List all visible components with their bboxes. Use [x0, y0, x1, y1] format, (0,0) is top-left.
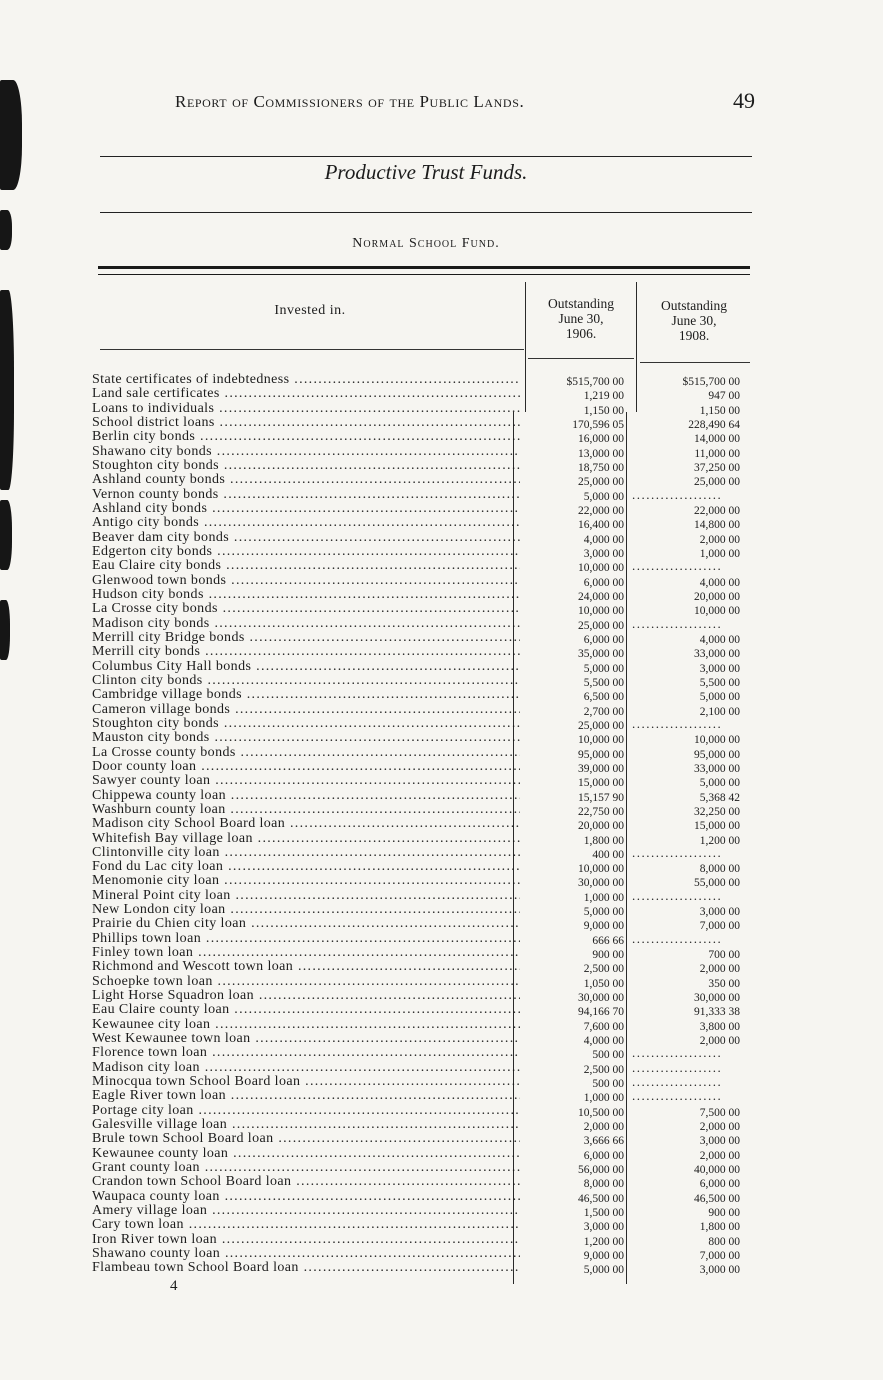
amount-1906: 8,000 00 [583, 1178, 624, 1191]
table-row [92, 716, 752, 730]
amount-1906: 7,600 00 [583, 1020, 624, 1033]
amount-1908: 20,000 00 [694, 590, 740, 603]
amount-1908: 2,100 00 [699, 705, 740, 718]
amount-1908: 947 00 [708, 390, 740, 403]
table-row [92, 1217, 752, 1234]
amount-1908: 15,000 00 [694, 820, 740, 833]
amount-1908: 800 00 [708, 1235, 740, 1248]
table-row [92, 616, 752, 630]
investment-name: School district loans ..... [92, 415, 520, 429]
header-underline [528, 358, 634, 359]
table-row [92, 1031, 752, 1048]
page-header [175, 88, 755, 122]
investment-name: Madison city School Board loan ..... [92, 816, 520, 830]
investment-name: Madison city loan ..... [92, 1060, 520, 1074]
amount-1908: ................... [632, 558, 723, 574]
table-row [92, 1117, 752, 1134]
column-header-line: June 30, [671, 313, 717, 328]
table-row [92, 1246, 752, 1263]
investment-name: Kewaunee city loan ..... [92, 1017, 520, 1031]
investment-name: Kewaunee county loan ..... [92, 1146, 520, 1160]
table-row [92, 458, 752, 472]
investment-name: Columbus City Hall bonds ..... [92, 659, 520, 673]
table-row [92, 1160, 752, 1177]
investment-name: Beaver dam city bonds ..... [92, 530, 520, 544]
amount-1908: 95,000 00 [694, 748, 740, 761]
investment-name: Edgerton city bonds ..... [92, 544, 520, 558]
amount-1908: 3,000 00 [699, 662, 740, 675]
amount-1906: 3,000 00 [583, 547, 624, 560]
amount-1906: 46,500 00 [578, 1192, 624, 1205]
table-row [92, 472, 752, 489]
investment-name: Crandon town School Board loan ..... [92, 1174, 520, 1188]
investment-name: Florence town loan ..... [92, 1045, 520, 1059]
amount-1906: 1,500 00 [583, 1207, 624, 1220]
amount-1906: 2,000 00 [583, 1121, 624, 1134]
investment-name: Hudson city bonds ..... [92, 587, 520, 601]
amount-1906: 6,000 00 [583, 1149, 624, 1162]
investment-name: Land sale certificates ..... [92, 386, 520, 400]
amount-1906: 16,400 00 [578, 519, 624, 532]
amount-1906: 4,000 00 [583, 1035, 624, 1048]
column-header-1906 [528, 296, 634, 341]
table-row [92, 515, 752, 532]
investment-name: Madison city bonds ..... [92, 616, 520, 630]
table-row [92, 802, 752, 816]
page-edge-mark [0, 600, 10, 660]
amount-1908: 10,000 00 [694, 734, 740, 747]
amount-1908: 1,800 00 [699, 1221, 740, 1234]
table-row [92, 1103, 752, 1117]
table-row [92, 916, 752, 933]
amount-1906: 16,000 00 [578, 433, 624, 446]
table-row [92, 759, 752, 773]
investment-name: Phillips town loan ..... [92, 931, 520, 945]
rule-divider [100, 156, 752, 157]
table-row [92, 974, 752, 988]
investment-name: Chippewa county loan ..... [92, 788, 520, 802]
table-row [92, 702, 752, 716]
table-row [92, 429, 752, 446]
fund-title: Normal School Fund. [352, 236, 500, 251]
amount-1906: 10,000 00 [578, 562, 624, 575]
amount-1906: 5,000 00 [583, 490, 624, 503]
amount-1906: 95,000 00 [578, 748, 624, 761]
amount-1906: 5,000 00 [583, 662, 624, 675]
table-row [92, 1060, 752, 1074]
amount-1908: $515,700 00 [682, 376, 740, 388]
amount-1906: 6,000 00 [583, 633, 624, 646]
amount-1906: 35,000 00 [578, 648, 624, 661]
table-row [92, 1146, 752, 1160]
investment-name: Flambeau town School Board loan ..... [92, 1260, 520, 1274]
amount-1908: 32,250 00 [694, 805, 740, 818]
amount-1906: 25,000 00 [578, 476, 624, 489]
amount-1908: 700 00 [708, 949, 740, 962]
investment-name: Antigo city bonds ..... [92, 515, 520, 529]
table-row [92, 859, 752, 876]
amount-1908: ................... [632, 1059, 723, 1075]
amount-1908: 5,000 00 [699, 691, 740, 704]
amount-1908: 2,000 00 [699, 963, 740, 976]
amount-1908: 33,000 00 [694, 762, 740, 775]
table-row [92, 816, 752, 833]
amount-1908: ................... [632, 486, 723, 502]
table-row [92, 386, 752, 403]
amount-1908: 1,200 00 [699, 834, 740, 847]
amount-1908: 3,000 00 [699, 1264, 740, 1277]
table-row [92, 558, 752, 575]
table-row [92, 831, 752, 845]
table-row [92, 415, 752, 429]
table-row [92, 673, 752, 687]
investment-name: Iron River town loan ..... [92, 1232, 520, 1246]
amount-1908: 3,000 00 [699, 906, 740, 919]
report-title: Report of Commissioners of the Public Lands. [175, 92, 525, 111]
investment-name: Washburn county loan ..... [92, 802, 520, 816]
table-row [92, 945, 752, 962]
amount-1908: 6,000 00 [699, 1178, 740, 1191]
table-row [92, 544, 752, 558]
amount-1906: 13,000 00 [578, 447, 624, 460]
amount-1908: ................... [632, 1088, 723, 1104]
table-row [92, 630, 752, 644]
investment-name: Mauston city bonds ..... [92, 730, 520, 744]
investment-name: Finley town loan ..... [92, 945, 520, 959]
amount-1906: 2,500 00 [583, 1063, 624, 1076]
amount-1906: 1,000 00 [583, 891, 624, 904]
amount-1906: 4,000 00 [583, 533, 624, 546]
table-row [92, 1232, 752, 1246]
amount-1908: 4,000 00 [699, 576, 740, 589]
investment-name: Merrill city Bridge bonds ..... [92, 630, 520, 644]
amount-1908: 7,000 00 [699, 920, 740, 933]
column-header-line: June 30, [558, 311, 604, 326]
amount-1906: 10,500 00 [578, 1106, 624, 1119]
amount-1906: 15,000 00 [578, 777, 624, 790]
amount-1908: ................... [632, 615, 723, 631]
table-top-rule [98, 274, 750, 275]
amount-1906: 3,666 66 [583, 1135, 624, 1148]
page-edge-mark [0, 210, 12, 250]
table-top-rule [98, 266, 750, 269]
amount-1906: $515,700 00 [566, 376, 624, 388]
amount-1908: 55,000 00 [694, 877, 740, 890]
investment-name: Portage city loan ..... [92, 1103, 520, 1117]
amount-1906: 20,000 00 [578, 820, 624, 833]
page-edge-mark [0, 80, 22, 190]
amount-1906: 2,500 00 [583, 963, 624, 976]
investment-name: Cameron village bonds ..... [92, 702, 520, 716]
amount-1906: 56,000 00 [578, 1164, 624, 1177]
amount-1908: 37,250 00 [694, 461, 740, 474]
table-row [92, 601, 752, 618]
column-header-1908 [640, 298, 748, 343]
amount-1906: 10,000 00 [578, 863, 624, 876]
table-row [92, 444, 752, 458]
investment-name: Grant county loan ..... [92, 1160, 520, 1174]
amount-1908: 7,500 00 [699, 1106, 740, 1119]
investment-name: Sawyer county loan ..... [92, 773, 520, 787]
investment-name: Loans to individuals ..... [92, 401, 520, 415]
investment-name: Amery village loan ..... [92, 1203, 520, 1217]
signature-mark: 4 [170, 1278, 178, 1294]
investment-name: West Kewaunee town loan ..... [92, 1031, 520, 1045]
investment-name: Prairie du Chien city loan ..... [92, 916, 520, 930]
investment-name: Merrill city bonds ..... [92, 644, 520, 658]
column-header-line: 1908. [678, 328, 710, 343]
amount-1906: 10,000 00 [578, 734, 624, 747]
table-row [92, 1002, 752, 1019]
page-edge-mark [0, 290, 14, 490]
table-row [92, 1017, 752, 1031]
amount-1908: 2,000 00 [699, 533, 740, 546]
table-row [92, 959, 752, 976]
amount-1908: 5,000 00 [699, 777, 740, 790]
amount-1906: 30,000 00 [578, 877, 624, 890]
table-row [92, 773, 752, 790]
table-row [92, 788, 752, 802]
amount-1908: 22,000 00 [694, 504, 740, 517]
table-row [92, 401, 752, 415]
table-row [92, 931, 752, 945]
header-underline [100, 349, 524, 350]
amount-1908: ................... [632, 844, 723, 860]
amount-1906: 22,750 00 [578, 805, 624, 818]
investment-name: Whitefish Bay village loan ..... [92, 831, 520, 845]
amount-1908: 2,000 00 [699, 1149, 740, 1162]
table-row [92, 988, 752, 1005]
investment-name: New London city loan ..... [92, 902, 520, 916]
amount-1906: 10,000 00 [578, 605, 624, 618]
amount-1906: 5,000 00 [583, 906, 624, 919]
amount-1908: 33,000 00 [694, 648, 740, 661]
investment-name: Menomonie city loan ..... [92, 873, 520, 887]
table-row [92, 730, 752, 747]
investment-name: Vernon county bonds ..... [92, 487, 520, 501]
investment-name: Door county loan ..... [92, 759, 520, 773]
amount-1906: 1,200 00 [583, 1235, 624, 1248]
amount-1908: 350 00 [708, 977, 740, 990]
amount-1908: 8,000 00 [699, 863, 740, 876]
amount-1908: 30,000 00 [694, 992, 740, 1005]
amount-1908: 1,150 00 [699, 404, 740, 417]
investment-name: La Crosse city bonds ..... [92, 601, 520, 615]
investment-name: Minocqua town School Board loan ..... [92, 1074, 520, 1088]
amount-1906: 170,596 05 [572, 418, 624, 431]
investment-name: Light Horse Squadron loan ..... [92, 988, 520, 1002]
investment-name: Eagle River town loan ..... [92, 1088, 520, 1102]
investment-name: Clinton city bonds ..... [92, 673, 520, 687]
amount-1906: 25,000 00 [578, 719, 624, 732]
amount-1908: ................... [632, 1045, 723, 1061]
table-row [92, 587, 752, 601]
amount-1906: 900 00 [592, 949, 624, 962]
amount-1908: 25,000 00 [694, 476, 740, 489]
investment-name: Brule town School Board loan ..... [92, 1131, 520, 1145]
rule-divider [100, 212, 752, 213]
amount-1908: 228,490 64 [688, 418, 740, 431]
amount-1908: 10,000 00 [694, 605, 740, 618]
fund-table-body [92, 372, 752, 1275]
table-row [92, 501, 752, 515]
table-row [92, 1189, 752, 1203]
table-row [92, 644, 752, 661]
amount-1906: 5,000 00 [583, 1264, 624, 1277]
table-row [92, 1131, 752, 1148]
amount-1908: 3,800 00 [699, 1020, 740, 1033]
table-row [92, 1203, 752, 1220]
amount-1906: 30,000 00 [578, 992, 624, 1005]
column-header-line: Outstanding [661, 298, 727, 313]
table-row [92, 888, 752, 902]
table-row [92, 487, 752, 501]
amount-1906: 24,000 00 [578, 590, 624, 603]
table-row [92, 902, 752, 919]
investment-name: Fond du Lac city loan ..... [92, 859, 520, 873]
amount-1906: 1,050 00 [583, 977, 624, 990]
investment-name: Ashland county bonds ..... [92, 472, 520, 486]
amount-1908: 40,000 00 [694, 1164, 740, 1177]
section-title: Productive Trust Funds. [324, 160, 528, 184]
column-header-line: 1906. [565, 326, 597, 341]
table-row [92, 659, 752, 673]
amount-1906: 22,000 00 [578, 504, 624, 517]
amount-1908: 1,000 00 [699, 547, 740, 560]
investment-name: Glenwood town bonds ..... [92, 573, 520, 587]
amount-1906: 1,150 00 [583, 404, 624, 417]
amount-1908: 2,000 00 [699, 1035, 740, 1048]
header-underline [640, 362, 750, 363]
amount-1906: 25,000 00 [578, 619, 624, 632]
amount-1908: 46,500 00 [694, 1192, 740, 1205]
amount-1906: 1,219 00 [583, 390, 624, 403]
investment-name: Eau Claire city bonds ..... [92, 558, 520, 572]
investment-name: Schoepke town loan ..... [92, 974, 520, 988]
investment-name: La Crosse county bonds ..... [92, 745, 520, 759]
amount-1906: 15,157 90 [578, 791, 624, 804]
amount-1908: 14,000 00 [694, 433, 740, 446]
table-row [92, 1260, 752, 1277]
page-edge-mark [0, 500, 12, 570]
table-row [92, 845, 752, 859]
amount-1906: 9,000 00 [583, 1250, 624, 1263]
table-row [92, 372, 752, 386]
table-row [92, 687, 752, 704]
table-row [92, 745, 752, 759]
investment-name: Stoughton city bonds ..... [92, 458, 520, 472]
amount-1908: 2,000 00 [699, 1121, 740, 1134]
investment-name: Shawano county loan ..... [92, 1246, 520, 1260]
investment-name: Galesville village loan ..... [92, 1117, 520, 1131]
amount-1906: 1,000 00 [583, 1092, 624, 1105]
table-row [92, 1045, 752, 1062]
table-row [92, 573, 752, 587]
page-number: 49 [733, 88, 755, 113]
amount-1908: 11,000 00 [694, 447, 740, 460]
amount-1906: 500 00 [592, 1049, 624, 1062]
table-row [92, 873, 752, 890]
table-row [92, 1088, 752, 1105]
investment-name: Shawano city bonds ..... [92, 444, 520, 458]
amount-1908: ................... [632, 715, 723, 731]
invested-column-header: Invested in. [274, 303, 346, 318]
amount-1906: 6,500 00 [583, 691, 624, 704]
table-row [92, 1074, 752, 1091]
amount-1906: 94,166 70 [578, 1006, 624, 1019]
table-row [92, 530, 752, 544]
investment-name: Cambridge village bonds ..... [92, 687, 520, 701]
investment-name: Berlin city bonds ..... [92, 429, 520, 443]
amount-1908: 5,500 00 [699, 676, 740, 689]
investment-name: Eau Claire county loan ..... [92, 1002, 520, 1016]
amount-1906: 1,800 00 [583, 834, 624, 847]
amount-1906: 5,500 00 [583, 676, 624, 689]
amount-1906: 18,750 00 [578, 461, 624, 474]
amount-1906: 2,700 00 [583, 705, 624, 718]
amount-1908: 3,000 00 [699, 1135, 740, 1148]
amount-1908: 91,333 38 [694, 1006, 740, 1019]
investment-name: State certificates of indebtedness ..... [92, 372, 520, 386]
amount-1908: 900 00 [708, 1207, 740, 1220]
column-header-line: Outstanding [548, 296, 614, 311]
investment-name: Richmond and Wescott town loan ..... [92, 959, 520, 973]
amount-1908: 4,000 00 [699, 633, 740, 646]
amount-1908: 7,000 00 [699, 1250, 740, 1263]
amount-1906: 666 66 [592, 934, 624, 947]
amount-1908: 14,800 00 [694, 519, 740, 532]
amount-1906: 3,000 00 [583, 1221, 624, 1234]
amount-1906: 9,000 00 [583, 920, 624, 933]
investment-name: Waupaca county loan ..... [92, 1189, 520, 1203]
investment-name: Clintonville city loan ..... [92, 845, 520, 859]
amount-1908: ................... [632, 887, 723, 903]
amount-1906: 400 00 [592, 848, 624, 861]
amount-1908: ................... [632, 930, 723, 946]
amount-1906: 39,000 00 [578, 762, 624, 775]
investment-name: Mineral Point city loan ..... [92, 888, 520, 902]
investment-name: Cary town loan ..... [92, 1217, 520, 1231]
amount-1906: 6,000 00 [583, 576, 624, 589]
table-row [92, 1174, 752, 1191]
amount-1908: ................... [632, 1074, 723, 1090]
amount-1906: 500 00 [592, 1078, 624, 1091]
amount-1908: 5,368 42 [699, 791, 740, 804]
investment-name: Stoughton city bonds ..... [92, 716, 520, 730]
investment-name: Ashland city bonds ..... [92, 501, 520, 515]
